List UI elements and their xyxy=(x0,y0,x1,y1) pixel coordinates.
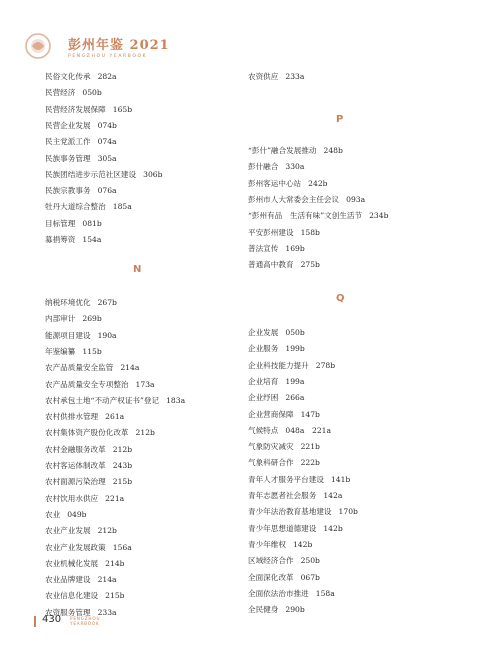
index-page-ref: 074b xyxy=(97,120,117,130)
index-page-ref: 233a xyxy=(97,607,117,617)
index-page-ref: 076a xyxy=(97,186,117,196)
index-entry xyxy=(248,146,343,156)
index-page-ref: 190a xyxy=(97,330,117,340)
index-entry xyxy=(248,524,343,534)
index-term: 气候特点 xyxy=(248,425,279,435)
index-term: 企业发展 xyxy=(248,328,279,337)
index-term: “彭什”融合发展推动 xyxy=(248,146,317,155)
index-page-ref: 093a xyxy=(346,194,366,204)
index-page-ref: 154a xyxy=(82,235,102,244)
index-page-ref: 266a xyxy=(285,393,305,403)
index-entry xyxy=(248,244,305,254)
index-page-ref: 221b xyxy=(300,442,320,452)
index-page-ref: 185a xyxy=(112,202,132,212)
index-entry xyxy=(248,361,335,371)
index-term: 青少年法治教育基地建设 xyxy=(248,507,332,517)
index-term: 民主党派工作 xyxy=(45,137,91,147)
index-term: 农资服务管理 xyxy=(45,607,91,617)
index-entry xyxy=(248,260,320,270)
index-page-ref: 142b xyxy=(292,539,313,549)
index-entry xyxy=(45,543,132,553)
index-term: 全民健身 xyxy=(248,605,279,615)
index-term: 民营经济发展保障 xyxy=(45,104,106,114)
index-entry xyxy=(45,105,132,115)
index-term: 农产品质量安全监管 xyxy=(45,363,114,373)
index-entry xyxy=(45,412,124,422)
index-page-ref: 214a xyxy=(120,363,140,373)
index-entry xyxy=(45,121,117,131)
index-page-ref: 261a xyxy=(105,412,125,422)
footer-brand-line2: YEARBOOK xyxy=(70,621,100,626)
index-page-ref: 142b xyxy=(323,523,343,533)
index-page-ref: 214a xyxy=(97,575,117,585)
index-page-ref: 158b xyxy=(300,227,320,237)
index-page-ref: 050b xyxy=(82,88,102,98)
index-term: 农业机械化发展 xyxy=(45,558,99,568)
index-entry xyxy=(248,442,320,452)
page-number: 430 xyxy=(42,614,62,625)
index-entry xyxy=(45,396,185,406)
index-term: 气象科研合作 xyxy=(248,458,294,468)
index-term: 内部审计 xyxy=(45,314,76,324)
index-entry xyxy=(45,298,117,308)
index-term: 企业营商保障 xyxy=(248,409,294,419)
index-page-ref: 169b xyxy=(285,243,305,253)
index-term: 农业产业发展政策 xyxy=(45,542,106,552)
index-page-ref: 269b xyxy=(82,314,102,324)
index-page-ref: 048a 221a xyxy=(285,425,332,435)
index-entry xyxy=(45,202,132,212)
index-page-ref: 170b xyxy=(338,507,358,517)
index-page-ref: 278b xyxy=(315,360,336,370)
index-entry xyxy=(45,461,132,471)
index-term: 牡丹大道综合整治 xyxy=(45,202,106,212)
index-page-ref: 156a xyxy=(112,542,132,552)
index-term: 农村饮用水供应 xyxy=(45,493,99,503)
index-page-ref: 330a xyxy=(285,162,305,172)
index-page-ref: 250b xyxy=(300,556,320,566)
index-entry xyxy=(45,235,101,245)
index-page-ref: 199b xyxy=(285,344,305,354)
index-entry xyxy=(45,591,125,601)
index-page-ref: 158a xyxy=(315,588,335,598)
index-entry xyxy=(45,331,117,341)
index-entry xyxy=(248,377,304,387)
index-term: 农村承包土地“不动产权证书”登记 xyxy=(45,395,160,405)
index-term: 区域经济合作 xyxy=(248,556,294,566)
index-entry xyxy=(248,328,305,338)
index-term: 农村客运体制改革 xyxy=(45,461,106,470)
section-letter: Q xyxy=(336,293,345,304)
index-entry xyxy=(248,72,304,82)
index-term: 普通高中教育 xyxy=(248,260,294,270)
index-entry xyxy=(248,475,350,485)
index-page-ref: 212b xyxy=(135,428,155,438)
index-entry xyxy=(45,154,117,164)
index-term: 年鉴编纂 xyxy=(45,346,76,356)
index-term: 青少年思想道德建设 xyxy=(248,523,317,533)
index-page-ref: 267b xyxy=(97,298,117,307)
index-entry xyxy=(248,195,365,205)
index-entry xyxy=(45,363,139,373)
index-term: 民族事务管理 xyxy=(45,153,91,163)
index-entry xyxy=(248,507,358,517)
index-page-ref: 234b xyxy=(369,211,389,221)
index-entry xyxy=(45,347,102,357)
index-entry xyxy=(248,228,320,238)
index-term: 平安彭州建设 xyxy=(248,227,294,237)
index-entry xyxy=(45,428,155,438)
index-entry xyxy=(248,179,328,189)
index-entry xyxy=(248,573,320,583)
index-term: 纳税环境优化 xyxy=(45,298,91,307)
section-letter: N xyxy=(133,264,142,275)
index-entry xyxy=(248,589,335,599)
index-entry xyxy=(45,477,132,487)
index-page-ref: 221a xyxy=(105,493,125,503)
index-page-ref: 306b xyxy=(143,169,163,179)
yearbook-subtitle: PENGZHOU YEARBOOK xyxy=(68,54,148,59)
index-term: 气象防灾减灾 xyxy=(248,442,294,452)
index-term: 民族团结进步示范社区建设 xyxy=(45,169,137,179)
index-term: 彭州市人大常委会主任会议 xyxy=(248,194,340,204)
section-letter: P xyxy=(336,114,344,125)
index-page-ref: 242b xyxy=(308,178,328,188)
index-page-ref: 199a xyxy=(285,376,305,386)
index-term: 企业服务 xyxy=(248,344,279,354)
index-entry xyxy=(248,162,304,172)
index-term: 农村集体资产股份化改革 xyxy=(45,428,129,438)
index-page-ref: 233a xyxy=(285,72,305,81)
index-term: 民营企业发展 xyxy=(45,120,91,130)
index-page-ref: 215b xyxy=(112,477,133,487)
index-term: 企业培育 xyxy=(248,376,279,386)
index-entry xyxy=(248,410,320,420)
index-page-ref: 049b xyxy=(67,509,87,519)
index-entry xyxy=(45,575,117,585)
index-page-ref: 081b xyxy=(82,218,102,228)
index-entry xyxy=(45,314,102,324)
yearbook-title: 彭州年鉴 2021 xyxy=(68,38,170,53)
index-page-ref: 212b xyxy=(97,526,117,536)
index-term: 彭什融合 xyxy=(248,162,279,172)
index-term: 企业科技能力提升 xyxy=(248,360,309,370)
index-term: “彭州有品 生活有味”文创生活节 xyxy=(248,211,363,221)
index-page-ref: 222b xyxy=(300,458,320,468)
index-term: 青年志愿者社会服务 xyxy=(248,491,317,500)
index-page-ref: 215b xyxy=(105,591,125,601)
index-term: 农村面源污染治理 xyxy=(45,477,106,487)
index-page-ref: 214b xyxy=(105,558,125,568)
index-term: 农业信息化建设 xyxy=(45,591,99,601)
index-page-ref: 147b xyxy=(300,409,320,419)
index-entry xyxy=(45,88,102,98)
index-entry xyxy=(248,540,312,550)
index-entry xyxy=(248,491,342,501)
index-entry xyxy=(45,559,125,569)
index-page-ref: 290b xyxy=(285,605,305,615)
index-term: 全面深化改革 xyxy=(248,572,294,582)
index-entry xyxy=(45,186,117,196)
index-term: 募捐筹资 xyxy=(45,235,76,244)
index-term: 青少年维权 xyxy=(248,539,286,549)
footer-accent-bar xyxy=(34,616,36,627)
index-entry xyxy=(248,426,331,436)
index-entry xyxy=(45,445,132,455)
index-entry xyxy=(45,494,124,504)
index-entry xyxy=(248,393,304,403)
index-term: 农产品质量安全专项整治 xyxy=(45,379,129,389)
index-page-ref: 141b xyxy=(330,474,351,484)
index-entry xyxy=(45,526,117,536)
index-page-ref: 212b xyxy=(112,444,133,454)
index-term: 农资供应 xyxy=(248,72,279,81)
index-page-ref: 115b xyxy=(82,346,102,356)
index-term: 民族宗教事务 xyxy=(45,186,91,196)
index-entry xyxy=(45,219,102,229)
index-term: 目标管理 xyxy=(45,218,76,228)
index-term: 普法宣传 xyxy=(248,243,279,253)
index-page-ref: 173a xyxy=(135,379,155,389)
index-entry xyxy=(45,380,155,390)
index-entry xyxy=(45,137,117,147)
index-page-ref: 282a xyxy=(97,72,117,81)
index-page-ref: 248b xyxy=(323,146,343,155)
page-footer xyxy=(34,613,234,629)
index-entry xyxy=(248,605,305,615)
index-page-ref: 050b xyxy=(285,328,305,337)
index-entry xyxy=(248,556,320,566)
footer-brand xyxy=(70,616,100,626)
index-term: 能源项目建设 xyxy=(45,330,91,340)
index-term: 企业纾困 xyxy=(248,393,279,403)
index-entry xyxy=(248,344,305,354)
index-term: 农村金融服务改革 xyxy=(45,444,106,454)
index-term: 农村供排水管理 xyxy=(45,412,99,422)
index-term: 民营经济 xyxy=(45,88,76,98)
index-page-ref: 183a xyxy=(166,395,186,405)
index-term: 全面依法治市推进 xyxy=(248,588,309,598)
index-page-ref: 243b xyxy=(112,461,133,470)
yearbook-emblem-icon xyxy=(24,32,52,60)
page-header xyxy=(20,30,320,70)
index-entry xyxy=(248,211,388,221)
index-term: 农业品牌建设 xyxy=(45,575,91,585)
index-term: 民俗文化传承 xyxy=(45,72,91,81)
index-page-ref: 142a xyxy=(323,491,343,500)
index-entry xyxy=(248,458,320,468)
index-page-ref: 165b xyxy=(112,104,133,114)
index-term: 农业产业发展 xyxy=(45,526,91,536)
index-term: 彭州客运中心站 xyxy=(248,178,302,188)
index-page-ref: 275b xyxy=(300,260,320,270)
index-page-ref: 067b xyxy=(300,572,320,582)
index-term: 青年人才服务平台建设 xyxy=(248,474,324,484)
index-page-ref: 074a xyxy=(97,137,117,147)
footer-brand-line1: PENGZHOU xyxy=(70,616,101,621)
index-page-ref: 305a xyxy=(97,153,117,163)
index-entry xyxy=(45,170,162,180)
index-entry xyxy=(45,510,87,520)
index-entry xyxy=(45,72,117,82)
index-term: 农业 xyxy=(45,509,61,519)
